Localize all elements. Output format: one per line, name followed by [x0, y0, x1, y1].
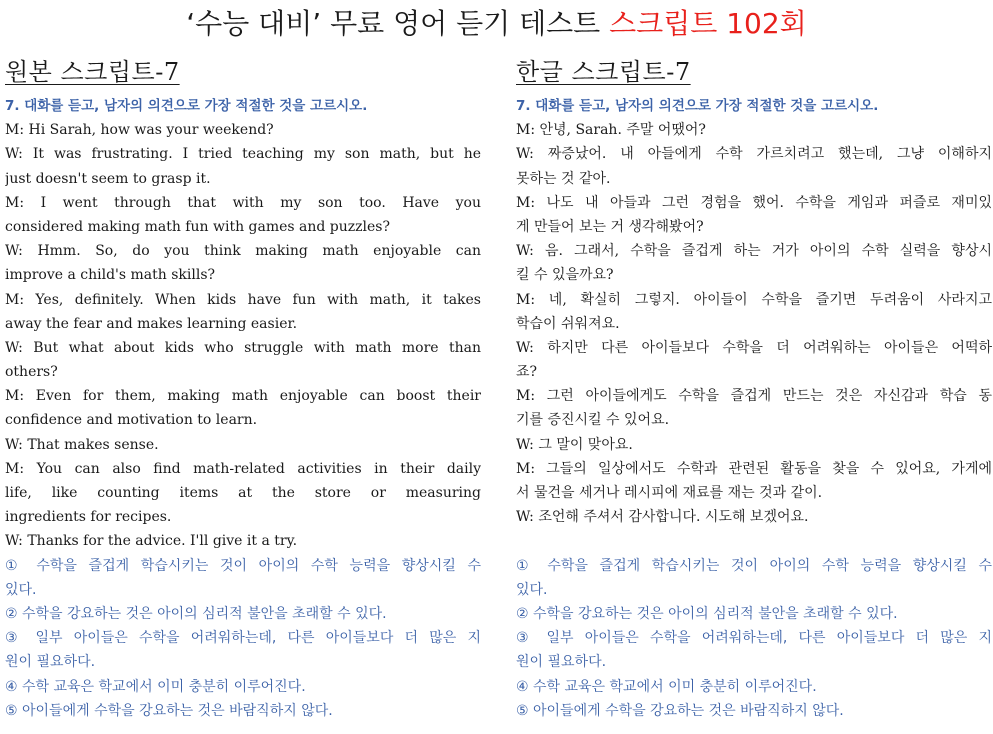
answer-options	[516, 554, 992, 723]
dialogue-line: 못하는 것 같아.	[516, 170, 611, 187]
original-script-column	[5, 56, 481, 723]
dialogue-line: M: 안녕, Sarah. 주말 어땠어?	[516, 122, 706, 139]
dialogue-line: confidence and motivation to learn.	[5, 412, 258, 429]
answer-option: 원이 필요하다.	[5, 654, 96, 671]
dialogue-line: M: 그런 아이들에게도 수학을 즐겁게 만드는 것은 자신감과 학습 동	[516, 388, 992, 405]
dialogue-line: M: 네, 확실히 그렇지. 아이들이 수학을 즐기면 두려움이 사라지고	[516, 291, 992, 308]
dialogue-line: just doesn't seem to grasp it.	[5, 170, 211, 187]
korean-script-heading: 한글 스크립트-7	[516, 58, 691, 86]
dialogue-line: life, like counting items at the store or measuring	[5, 485, 481, 501]
dialogue-line: M: Even for them, making math enjoyable can boost their	[5, 388, 481, 405]
answer-option: ⑤ 아이들에게 수학을 강요하는 것은 바람직하지 않다.	[5, 702, 333, 719]
answer-option: 원이 필요하다.	[516, 654, 607, 671]
dialogue-line: M: Yes, definitely. When kids have fun with math, it takes	[5, 291, 481, 308]
dialogue-line: 게 만들어 보는 거 생각해봤어?	[516, 218, 704, 235]
answer-option: ⑤ 아이들에게 수학을 강요하는 것은 바람직하지 않다.	[516, 702, 844, 719]
dialogue-line: W: 그 말이 맞아요.	[516, 436, 633, 453]
question-prompt: 7. 대화를 듣고, 남자의 의견으로 가장 적절한 것을 고르시오.	[5, 98, 368, 114]
dialogue-line: 서 물건을 세거나 레시피에 재료를 재는 것과 같이.	[516, 485, 823, 501]
dialogue-line	[516, 529, 992, 553]
answer-option: ② 수학을 강요하는 것은 아이의 심리적 불안을 초래할 수 있다.	[5, 605, 387, 622]
dialogue-line: 죠?	[516, 364, 538, 381]
answer-option: ④ 수학 교육은 학교에서 이미 충분히 이루어진다.	[5, 678, 306, 695]
dialogue-line: M: I went through that with my son too. Have you	[5, 194, 481, 211]
dialogue-line: others?	[5, 364, 58, 381]
dialogue-line: W: Thanks for the advice. I'll give it a try.	[5, 533, 298, 550]
page-title	[0, 4, 993, 44]
answer-option: 있다.	[5, 581, 37, 598]
dialogue-line: away the fear and makes learning easier.	[5, 315, 298, 332]
dialogue-line: 킬 수 있을까요?	[516, 267, 614, 284]
dialogue-line: W: That makes sense.	[5, 436, 159, 453]
dialogue-line: W: But what about kids who struggle with math more than	[5, 339, 481, 356]
answer-option: ① 수학을 즐겁게 학습시키는 것이 아이의 수학 능력을 향상시킬 수	[516, 557, 992, 574]
dialogue-line: considered making math fun with games and puzzles?	[5, 218, 390, 235]
answer-option: 있다.	[516, 581, 548, 598]
answer-option: ③ 일부 아이들은 수학을 어려워하는데, 다른 아이들보다 더 많은 지	[516, 630, 992, 647]
dialogue-line: M: You can also find math-related activities in their daily	[5, 460, 481, 477]
question-prompt: 7. 대화를 듣고, 남자의 의견으로 가장 적절한 것을 고르시오.	[516, 98, 879, 114]
dialogue-line: 학습이 쉬워져요.	[516, 315, 620, 332]
answer-option: ① 수학을 즐겁게 학습시키는 것이 아이의 수학 능력을 향상시킬 수	[5, 557, 481, 574]
dialogue-line: W: 음. 그래서, 수학을 즐겁게 하는 거가 아이의 수학 실력을 향상시	[516, 243, 992, 260]
original-script-heading: 원본 스크립트-7	[5, 58, 180, 86]
dialogue-line: 기를 증진시킬 수 있어요.	[516, 412, 670, 429]
page-title-accent: 스크립트 102회	[609, 7, 807, 40]
answer-option: ② 수학을 강요하는 것은 아이의 심리적 불안을 초래할 수 있다.	[516, 605, 898, 622]
dialogue-line: W: Hmm. So, do you think making math enjoyable can	[5, 243, 481, 260]
answer-option: ③ 일부 아이들은 수학을 어려워하는데, 다른 아이들보다 더 많은 지	[5, 630, 481, 647]
dialogue-line: ingredients for recipes.	[5, 509, 172, 526]
dialogue-line: M: 나도 내 아들과 그런 경험을 했어. 수학을 게임과 퍼즐로 재미있	[516, 194, 992, 211]
dialogue-line: improve a child's math skills?	[5, 267, 216, 284]
korean-script-column	[516, 56, 992, 723]
dialogue-lines	[5, 118, 481, 553]
answer-options	[5, 554, 481, 723]
dialogue-line: W: 하지만 다른 아이들보다 수학을 더 어려워하는 아이들은 어떡하	[516, 339, 992, 356]
dialogue-line: W: It was frustrating. I tried teaching my son math, but he	[5, 146, 481, 163]
dialogue-lines	[516, 118, 992, 553]
dialogue-line: M: Hi Sarah, how was your weekend?	[5, 122, 274, 139]
answer-option: ④ 수학 교육은 학교에서 이미 충분히 이루어진다.	[516, 678, 817, 695]
dialogue-line: W: 짜증났어. 내 아들에게 수학 가르치려고 했는데, 그냥 이해하지	[516, 146, 992, 163]
dialogue-line: M: 그들의 일상에서도 수학과 관련된 활동을 찾을 수 있어요, 가게에	[516, 460, 992, 477]
dialogue-line: W: 조언해 주셔서 감사합니다. 시도해 보겠어요.	[516, 509, 809, 526]
page-title-main: ‘수능 대비’ 무료 영어 듣기 테스트	[186, 7, 610, 40]
